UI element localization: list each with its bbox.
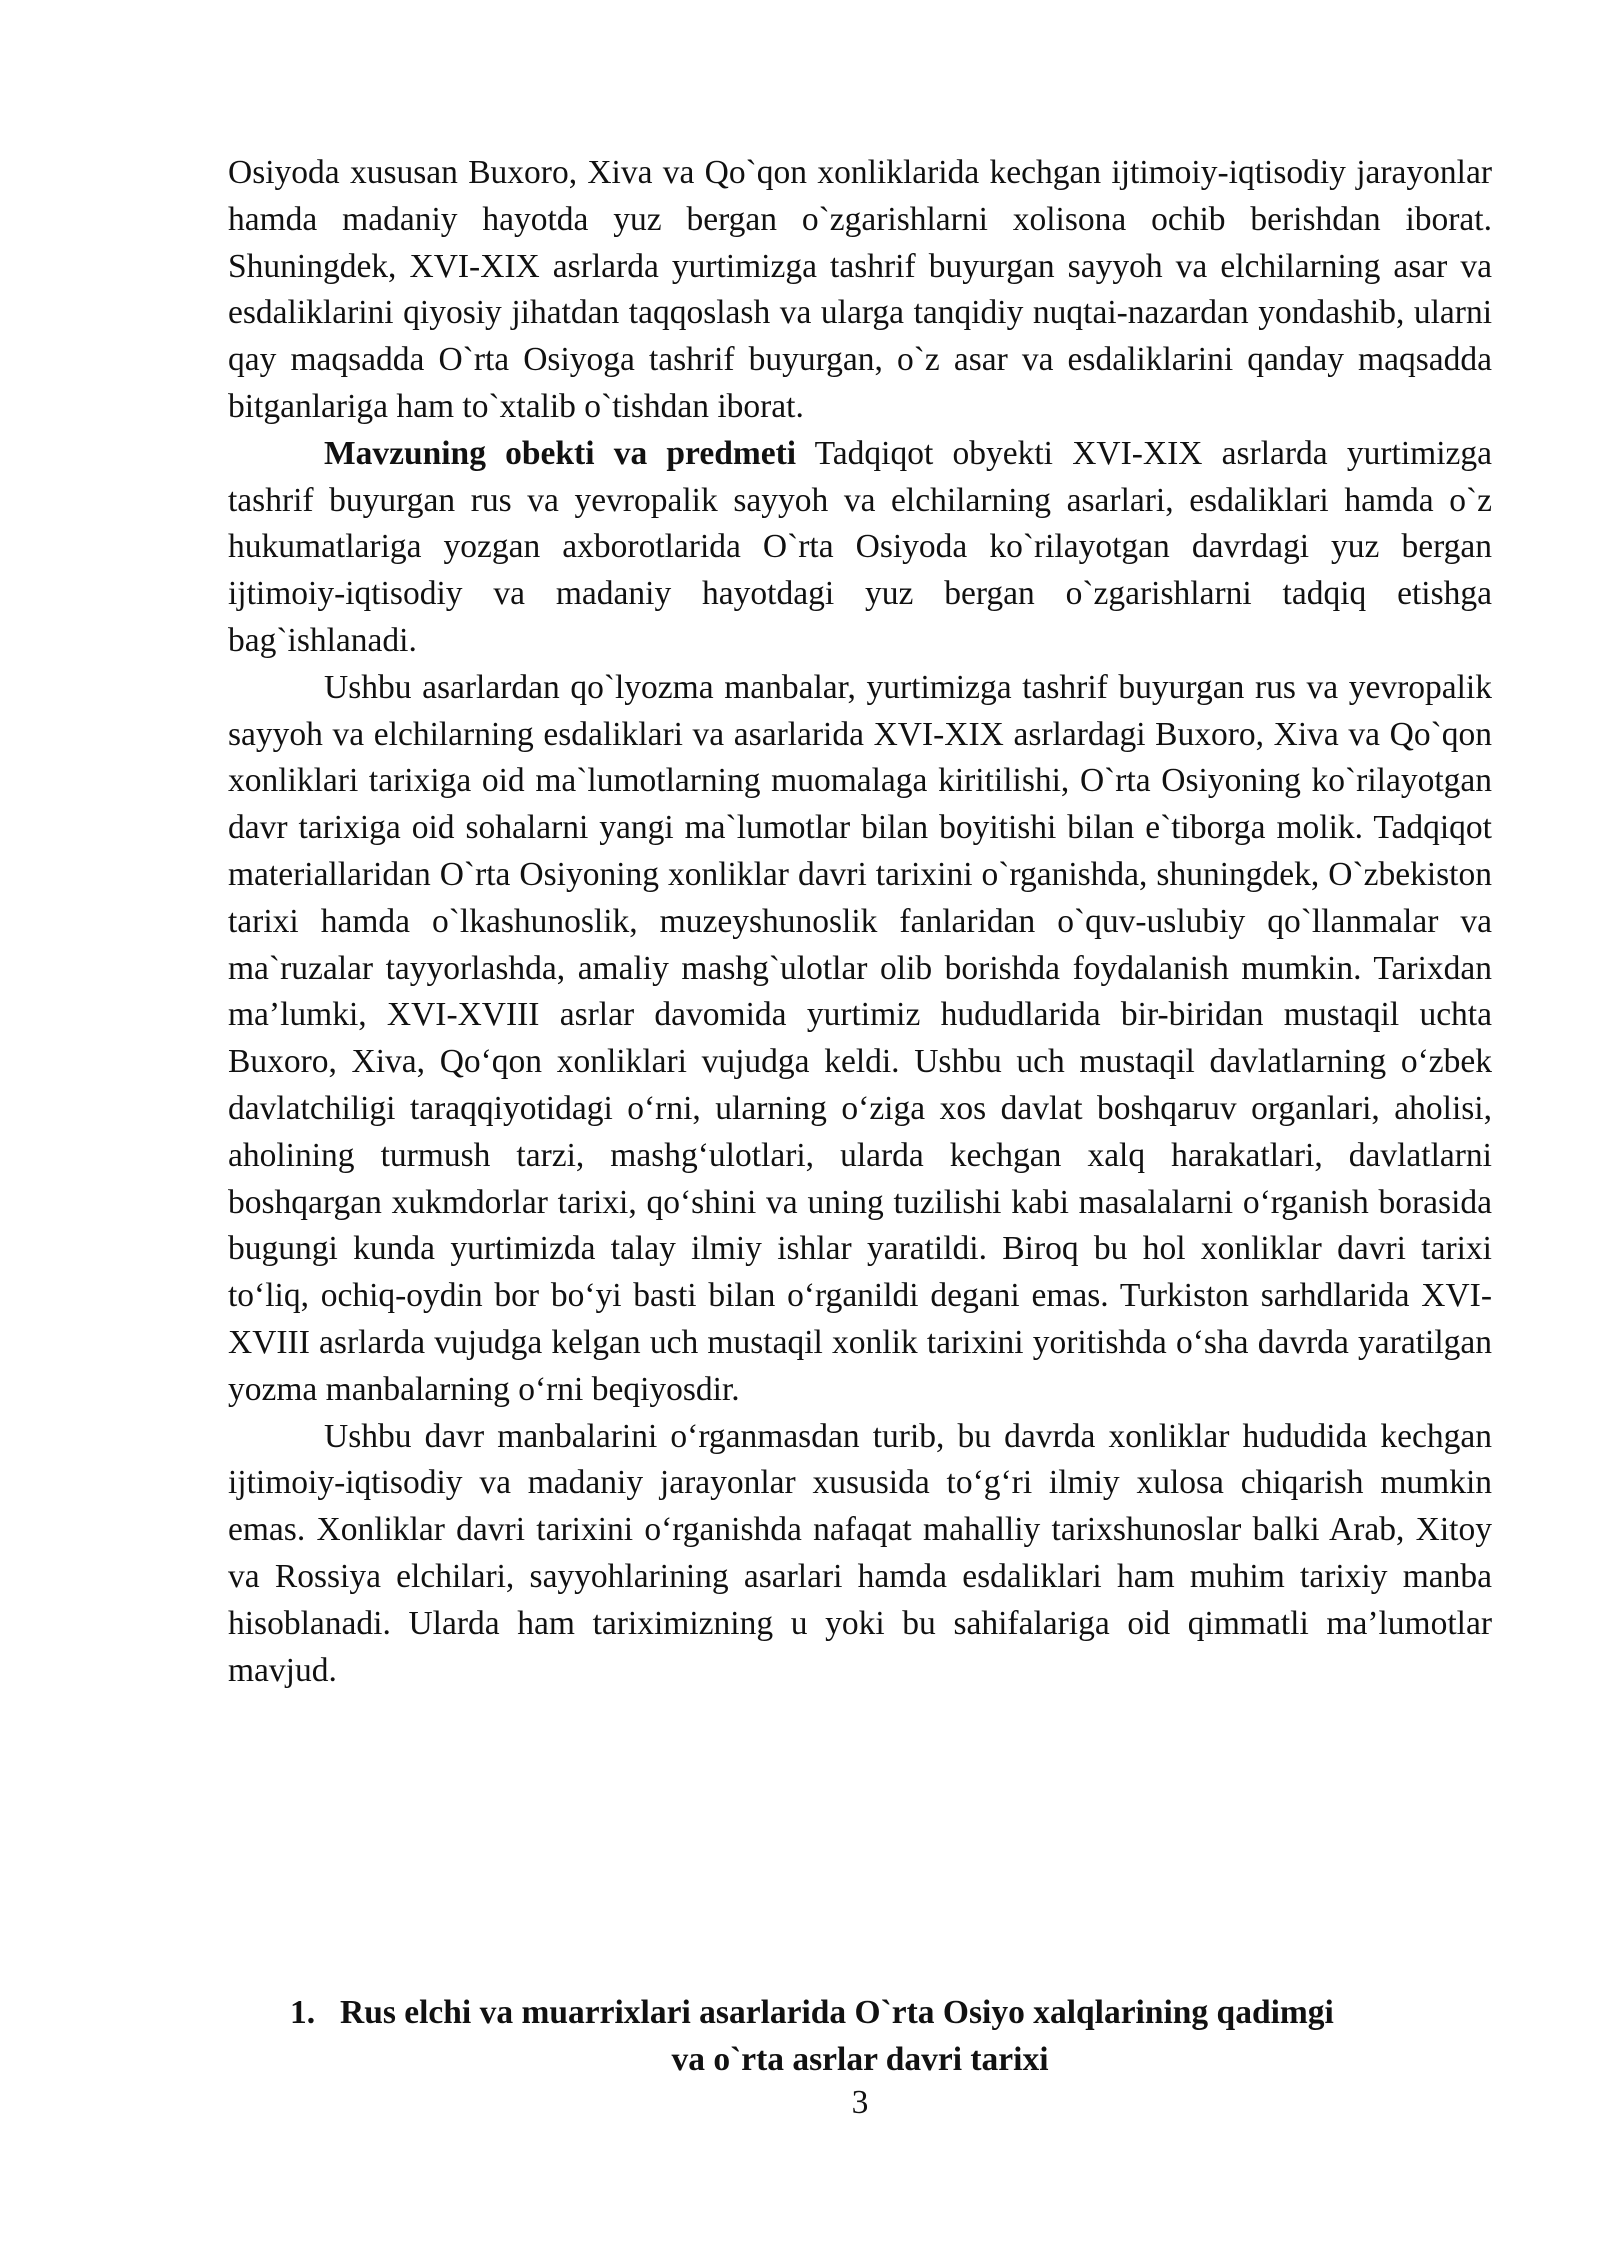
section-number: 1. [290, 1994, 316, 2031]
section-heading-line2: va o`rta asrlar davri tarixi [671, 2040, 1049, 2078]
paragraph-object-and-subject [228, 431, 1492, 665]
paragraph-period-sources: Ushbu davr manbalarini o‘rganmasdan turib, bu davrda xonliklar hududida kechgan ijtimoiy-iqtisodiy va madaniy jarayonlar xususida to‘g‘ri ilmiy xulosa chiqarish mumkin emas. Xonliklar davri tarixini o‘rganishda nafaqat mahalliy tarixshunoslar balki Arab, Xitoy va Rossiya elchilari, sayyohlarining asarlari hamda esdaliklari ham muhim tarixiy manba hisoblanadi. Ularda ham tariximizning u yoki bu sahifalariga oid qimmatli ma’lumotlar mavjud. [228, 1417, 1492, 1689]
paragraph-intro-continuation: Osiyoda xususan Buxoro, Xiva va Qo`qon xonliklarida kechgan ijtimoiy-iqtisodiy jarayonlar hamda madaniy hayotda yuz bergan o`zgarishlarni xolisona ochib berishdan iborat. Shuningdek, XVI-XIX asrlarda yurtimizga tashrif buyurgan sayyoh va elchilarning asar va esdaliklarini qiyosiy jihatdan taqqoslash va ularga tanqidiy nuqtai-nazardan yondashib, ularni qay maqsadda O`rta Osiyoga tashrif buyurgan, o`z asar va esdaliklarini qanday maqsadda bitganlariga ham to`xtalib o`tishdan iborat. [228, 154, 1492, 425]
paragraph-lead-bold: Mavzuning obekti va predmeti [324, 434, 797, 472]
document-body [228, 150, 1492, 1694]
section-heading [290, 1990, 1490, 2084]
section-heading-line1 [290, 1990, 1490, 2037]
paragraph-text: Tadqiqot obyekti XVI-XIX asrlarda yurtimizga tashrif buyurgan rus va yevropalik sayyoh va elchilarning asarlari, esdaliklari hamda o`z hukumatlariga yozgan axborotlarida O`rta Osiyoda ko`rilayotgan davrdagi yuz bergan ijtimoiy-iqtisodiy va madaniy hayotdagi yuz bergan o`zgarishlarni tadqiq etishga bag`ishlanadi. [228, 434, 1492, 659]
section-title-part1: Rus elchi va muarrixlari asarlarida O`rta Osiyo xalqlarining qadimgi [340, 1994, 1334, 2031]
paragraph-sources-usage: Ushbu asarlardan qo`lyozma manbalar, yurtimizga tashrif buyurgan rus va yevropalik sayyoh va elchilarning esdaliklari va asarlarida XVI-XIX asrlardagi Buxoro, Xiva va Qo`qon xonliklari tarixiga oid ma`lumotlarning muomalaga kiritilishi, O`rta Osiyoning ko`rilayotgan davr tarixiga oid sohalarni yangi ma`lumotlar bilan boyitishi bilan e`tiborga molik. Tadqiqot materiallaridan O`rta Osiyoning xonliklar davri tarixini o`rganishda, shuningdek, O`zbekiston tarixi hamda o`lkashunoslik, muzeyshunoslik fanlaridan o`quv-uslubiy qo`llanmalar va ma`ruzalar tayyorlashda, amaliy mashg`ulotlar olib borishda foydalanish mumkin. Tarixdan ma’lumki, XVI-XVIII asrlar davomida yurtimiz hududlarida bir-biridan mustaqil uchta Buxoro, Xiva, Qo‘qon xonliklari vujudga keldi. Ushbu uch mustaqil davlatlarning o‘zbek davlatchiligi taraqqiyotidagi o‘rni, ularning o‘ziga xos davlat boshqaruv organlari, aholisi, aholining turmush tarzi, mashg‘ulotlari, ularda kechgan xalq harakatlari, davlatlarni boshqargan xukmdorlar tarixi, qo‘shini va uning tuzilishi kabi masalalarni o‘rganish borasida bugungi kunda yurtimizda talay ilmiy ishlar yaratildi. Biroq bu hol xonliklar davri tarixi to‘liq, ochiq-oydin bor bo‘yi basti bilan o‘rganildi degani emas. Turkiston sarhdlarida XVI-XVIII asrlarda vujudga kelgan uch mustaqil xonlik tarixini yoritishda o‘sha davrda yaratilgan yozma manbalarning o‘rni beqiyosdir. [228, 668, 1492, 1408]
page-number: 3 [851, 2084, 869, 2121]
